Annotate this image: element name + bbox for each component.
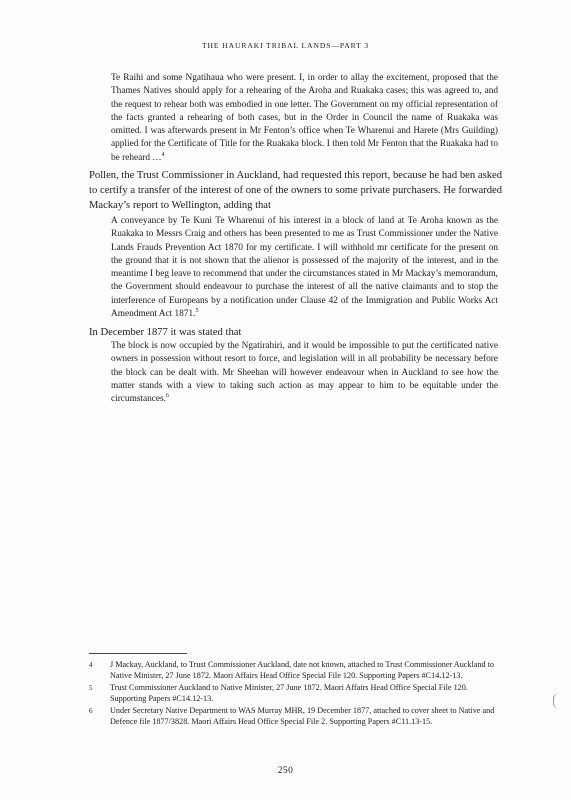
body-paragraph-pollen: Pollen, the Trust Commissioner in Auckland, had requested this report, because he had ben asked to certify a transfer of the interest of one of the owners to some private purchasers. He forwarded Mackay’s report to Wellington, adding that bbox=[89, 170, 502, 212]
footnote-text: Trust Commissioner Auckland to Native Minister, 27 June 1872. Maori Affairs Head Office Special File 120. Supporting Papers #C14.12-13. bbox=[110, 683, 468, 703]
quote-text: A conveyance by Te Kuni Te Wharenui of his interest in a block of land at Te Aroha known as the Ruakaka to Messrs Craig and others has been presented to me as Trust Commissioner under the Native Lands Frauds Prevention Act 1870 for my certificate. I will withhold mr certificate for the present on the ground that it is not shown that the alienor is possessed of the majority of the interest, and in the meantime I beg leave to recommend that under the circumstances stated in Mr Mackay’s memorandum, the Government should endeavour to purchase the interest of all the native claimants and to stop the interference of Europeans by a notification under Clause 42 of the Immigration and Public Works Act Amendment Act 1871. bbox=[111, 216, 498, 320]
block-quote-conveyance bbox=[111, 215, 498, 321]
block-quote-ngatirahiri bbox=[111, 340, 498, 406]
block-quote-mackay-report bbox=[111, 72, 498, 165]
running-header: THE HAURAKI TRIBAL LANDS—PART 3 bbox=[201, 41, 370, 50]
scan-margin-mark bbox=[553, 693, 560, 709]
page-number: 250 bbox=[277, 766, 294, 776]
footnote-item bbox=[89, 683, 503, 704]
footnote-ref: 5 bbox=[195, 307, 199, 314]
footnote-number: 4 bbox=[89, 661, 93, 669]
body-paragraph-december-1877: In December 1877 it was stated that bbox=[89, 327, 242, 338]
footnote-ref: 6 bbox=[165, 393, 169, 400]
footnote-ref: 4 bbox=[161, 151, 165, 158]
footnote-number: 5 bbox=[89, 684, 93, 693]
footnote-text: J Mackay, Auckland, to Trust Commissioner Auckland, date not known, attached to Trust Commissioner Auckland to Native Minister, 27 June 1872. Maori Affairs Head Office Special File 120. Supporting Papers #C14.12-13. bbox=[110, 660, 495, 680]
footnote-divider bbox=[89, 653, 187, 654]
footnote-text: Under Secretary Native Department to WAS Murray MHR, 19 December 1877, attached to cover sheet to Native and Defence file 1877/3828. Maori Affairs Head Office Special File 2. Supporting Papers #C11.13-15. bbox=[110, 706, 495, 726]
footnote-item bbox=[89, 660, 503, 681]
quote-text: Te Raihi and some Ngatihaua who were present. I, in order to allay the excitement, proposed that the Thames Natives should apply for a rehearing of the Aroha and Ruakaka cases; this was agreed to, and the request to rehear both was embodied in one letter. The Government on my official representation of the facts granted a rehearing of both cases, but in the Order in Council the name of Ruakaka was omitted. I was afterwards present in Mr Fenton’s office when Te Wharenui and Harete (Mrs Guilding) applied for the Certificate of Title for the Ruakaka block. I then told Mr Fenton that the Ruakaka had to be reheard … bbox=[111, 73, 498, 163]
quote-text: The block is now occupied by the Ngatirahiri, and it would be impossible to put the certificated native owners in possession without resort to force, and legislation will in all probability be necessary before the block can be dealt with. Mr Sheehan will however endeavour when in Auckland to see how the matter stands with a view to taking such action as may appear to him to be equitable under the circumstances. bbox=[111, 341, 498, 405]
footnotes bbox=[89, 660, 503, 730]
footnote-number: 6 bbox=[89, 707, 93, 716]
footnote-item bbox=[89, 706, 503, 727]
